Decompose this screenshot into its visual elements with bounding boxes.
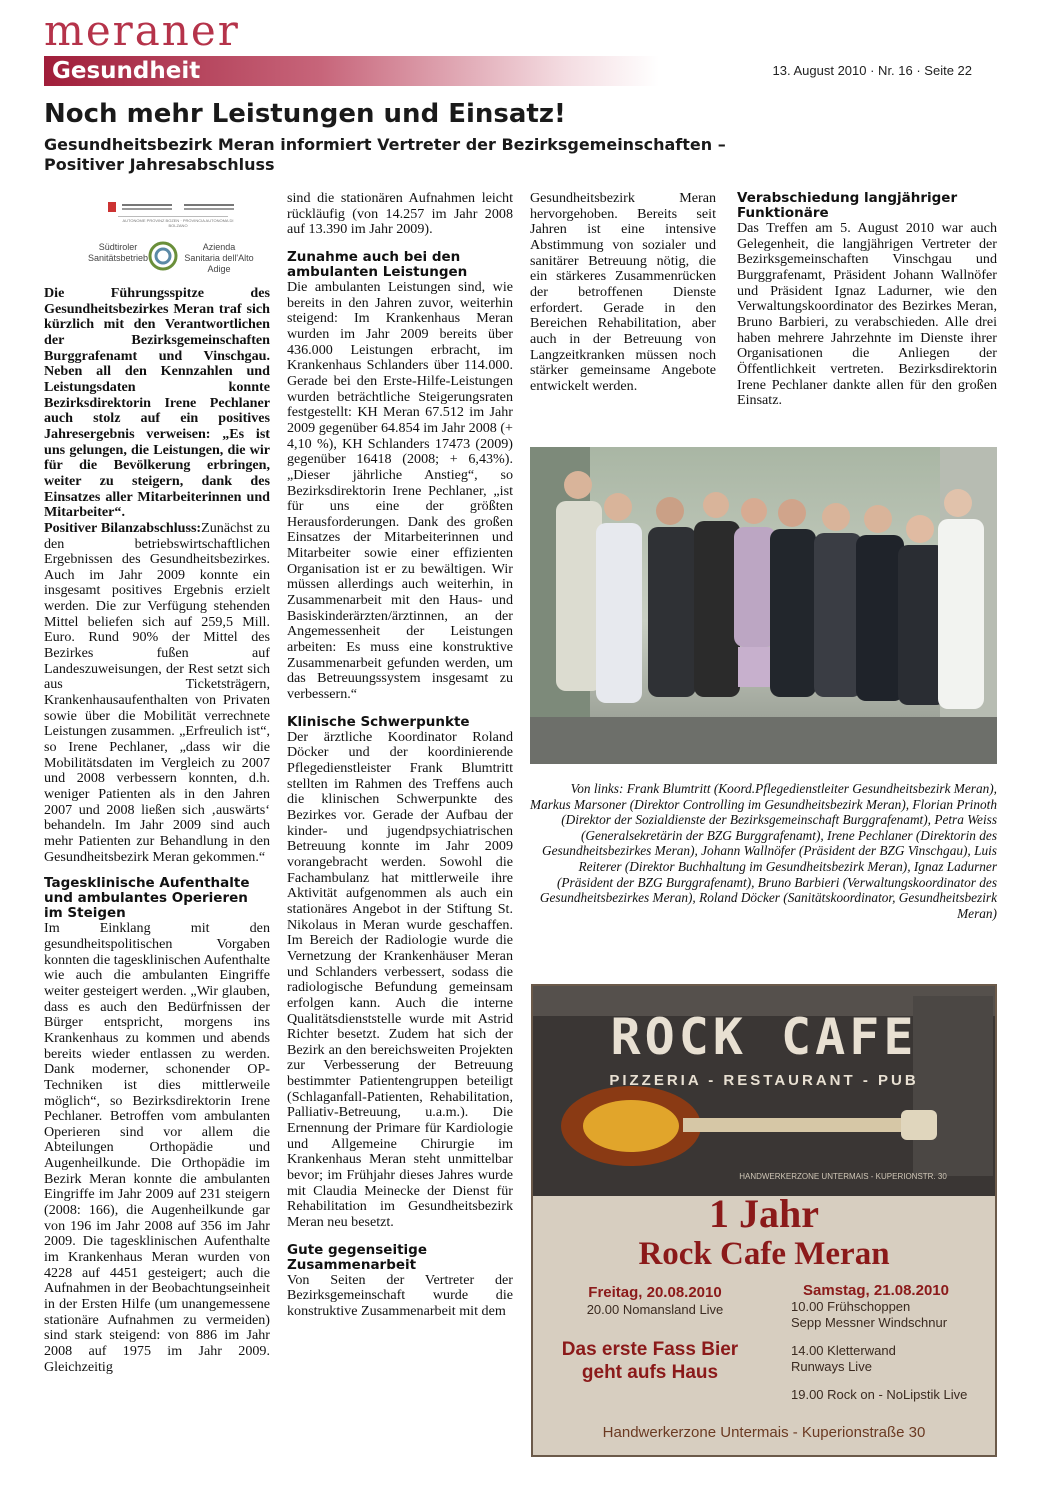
health-agency-logo [88,196,268,280]
logo-line: AUTONOME PROVINZ BOZEN · PROVINCIA AUTONOMA DI BOLZANO [122,218,234,228]
ad-headline-2: Rock Cafe Meran [638,1236,890,1272]
logo-left-text: Südtiroler Sanitätsbetrieb [88,242,149,263]
logo-right-text: Azienda Sanitaria dell'Alto Adige [184,242,254,274]
paragraph: sind die stationären Aufnahmen leicht rückläufig (von 14.257 im Jahr 2008 auf 13.390 im Jahr 2009). [287,190,513,238]
paragraph: Gesundheitsbezirk Meran hervorgehoben. Bereits seit Jahren ist eine intensive Abstimmung von sozialer und sanitärer Betreuung nötig, die ein stärkeres Zusammenrücken der betroffenen Dienste erfordert. Gerade in den Bereichen Rehabilitation, aber auch in der Betreuung von Langzeitkranken müssen noch stärker gemeinsame Angebote entwickelt werden. [530,190,716,394]
paragraph: Von Seiten der Vertreter der Bezirksgemeinschaft wurde die konstruktive Zusammenarbeit mit dem [287,1271,513,1319]
ad-footer-address: Handwerkerzone Untermais - Kuperionstraße 30 [602,1424,926,1441]
ad-small-address: HANDWERKERZONE UNTERMAIS - KUPERIONSTR. 30 [739,1172,947,1181]
article-subheadline: Gesundheitsbezirk Meran informiert Vertreter der Bezirksgemeinschaften – Positiver Jahresabschluss [44,135,726,174]
ad-promo [535,1338,765,1384]
paragraph: Zunächst zu den betriebswirtschaftlichen Ergebnissen des Gesundheitsbezirkes. Auch im Jahr 2009 konnte ein insgesamt positives Ergebnis erzielt werden. Die zur Verfügung stehenden Mittel beliefen sich auf 259,5 Mill. Euro. Rund 90% der Mittel des Bezirkes fußen auf Landeszuweisungen, der Rest setzt sich aus Ticketsträgern, Krankenhausaufenthalten von Privaten sowie über die Mobilität verrechnete Leistungen zusammen. „Erfreulich ist“, so Irene Pechlaner, „dass wir die Mobilitätsdaten im Vergleich zu 2007 und 2008 verbessern konnten, d.h. weniger Patienten als in den Jahren 2007 und 2008 ließen sich ‚auswärts‘ behandeln. Im Jahr 2009 sind auch mehr Patienten zur Behandlung in den Gesundheitsbezirk Meran gekommen.“ [44,519,270,865]
ad-event: 14.00 Kletterwand [791,1343,896,1358]
agency-emblem-icon [150,243,176,269]
article-column-2 [287,191,513,1320]
rock-cafe-ad[interactable] [531,984,997,1457]
section-heading: Gute gegenseitige Zusammenarbeit [287,1241,427,1273]
article-headline: Noch mehr Leistungen und Einsatz! [44,99,566,129]
crest-icon [108,202,116,212]
ad-event: Sepp Messner Windschnur [791,1315,948,1330]
section-heading: Verabschiedung langjähriger Funktionäre [737,190,958,221]
section-label: Gesundheit [52,58,201,84]
ad-right-day: Samstag, 21.08.2010 [803,1282,949,1299]
ad-brand: ROCK CAFE [610,1008,918,1066]
article-lead: Die Führungsspitze des Gesundheitsbezirkes Meran traf sich kürzlich mit den Verantwortlichen der Bezirksgemeinschaften Burggrafenamt und Vinschgau. Neben all den Kennzahlen und Leistungsdaten konnte Bezirksdirektorin Irene Pechlaner auch stolz auf ein positives Jahresergebnis verweisen: „Es ist uns gelungen, die Leistungen, die wir für die Bevölkerung erbringen, weiter zu steigern, dank des Einsatzes aller Mitarbeiterinnen und Mitarbeiter“. [44,285,270,521]
issue-info: 13. August 2010 · Nr. 16 · Seite 22 [772,63,972,78]
paragraph: Im Einklang mit den gesundheitspolitischen Vorgaben konnten die tagesklinischen Aufenthalte wie auch die ambulanten Eingriffe weiter gesteigert werden. „Wir glauben, dass es auch den Bedürfnissen der Bürger entspricht, morgens ins Krankenhaus zu kommen und abends bereits wieder entlassen zu werden. Dank moderner, schonender OP-Techniken ist dies mittlerweile möglich“, so Bezirksdirektorin Irene Pechlaner. Betroffen vom ambulanten Operieren sind vor allem die Abteilungen Orthopädie und Augenheilkunde. Die Orthopädie im Bezirk Meran konnte die ambulanten Eingriffe im Jahr 2009 auf 231 steigern (2008: 166), die Augenheilkunde gar von 196 im Jahr 2008 auf 356 im Jahr 2009. Die tagesklinischen Aufenthalte im Krankenhaus Meran wurden von 4228 auf 4451 gesteigert; auch die Aufnahmen in der Beobachtungseinheit in der Ersten Hilfe (um unangemessene stationäre Aufnahmen zu vermeiden) sind stark steigend: von 886 im Jahr 2008 auf 1975 im Jahr 2009. Gleichzeitig [44,920,270,1375]
ad-promo-line-2: geht aufs Haus [581,1362,719,1383]
ad-tagline: PIZZERIA - RESTAURANT - PUB [609,1072,919,1089]
article-column-3 [530,191,716,395]
paragraph: Der ärztliche Koordinator Roland Döcker und der koordinierende Pflegedienstleister Frank Blumtritt stellten im Rahmen des Treffens auch die klinischen Schwerpunkte des Bezirkes vor. Gerade der Aufbau der kinder- und jugendpsychiatrischen Betreuung konnte im Jahr 2009 vorangebracht werden. Sowohl die Fachambulanz hat mittlerweile ihre Aktivität aufgenommen als auch ein stationäres Angebot in der Stiftung St. Nikolaus in Meran wurde geschaffen. Im Bereich der Radiologie wurde die Vernetzung der Krankenhäuser Meran und Schlanders verbessert, sodass die radiologische Befundung gemeinsam erfolgen kann. Auch die interne Qualitätsdienststelle wurde mit Astrid Richter besetzt. Zudem hat sich der Bezirk an den bereichsweiten Projekten zur Verbesserung der Betreuung bestimmter Patientengruppen beteiligt (Schlaganfall-Patienten, Rehabilitation, Palliativ-Betreuung, u.a.m.). Die Ernennung der Primare für Kardiologie und Allgemeine Chirurgie im Krankenhaus Meran steht unmittelbar bevor; im Frühjahr dieses Jahres wurde mit Claudia Meinecke der Dienst für Rehabilitation im Gesundheitsbezirk Meran neu besetzt. [287,728,513,1231]
masthead: meraner [44,6,240,55]
person-4 [694,492,740,697]
ad-event: 19.00 Rock on - NoLipstik Live [791,1387,968,1402]
person-1 [556,471,602,691]
paragraph: Das Treffen am 5. August 2010 war auch Gelegenheit, die langjährigen Vertreter der Bezirksgemeinschaften Vinschgau und Burggrafenamt, Präsident Johann Wallnöfer und Präsident Ignaz Ladurner, wie den Verwaltungskoordinator des Bezirkes Meran, Bruno Barbieri, zu verabschieden. Alle drei haben mehrere Jahrzehnte im Dienste ihrer Organisationen die Anliegen der Öffentlichkeit vertreten. Bezirksdirektorin Irene Pechlaner dankte allen für den großen Einsatz. [737,220,997,409]
ad-event: Runways Live [791,1359,872,1374]
paragraph: Die ambulanten Leistungen sind, wie bereits in den Jahren zuvor, weiterhin steigend: Im Krankenhaus Meran wurden im Jahr 2009 bereits über 436.000 Leistungen erbracht, im Krankenhaus Schlanders über 114.000. Gerade bei den Erste-Hilfe-Leistungen wurden beträchtliche Steigerungsraten festgestellt: KH Meran 67.512 im Jahr 2009 gegenüber 64.854 im Jahr 2008 (+ 4,10 %), KH Schlanders 17473 (2009) gegenüber 16418 (2008; + 6,43%). „Dieser jährliche Anstieg“, so Bezirksdirektorin Irene Pechlaner, „ist für uns eine der größten Herausforderungen. Dank des großen Einsatzes der Mitarbeiterinnen und Mitarbeiter sowie einer effizienten Organisation ist er zu bewältigen. Wir müssen allerdings auch weiterhin, in Zusammenarbeit mit den Haus- und Basiskinderärzten/ärztinnen, an der Angemessenheit der Leistungen arbeiten: Es muss eine konstruktive Zusammenarbeit gefunden werden, um das Betreuungssystem insgesamt zu verbessern.“ [287,278,513,703]
ad-right-events [791,1299,991,1403]
article-column-4 [737,191,997,409]
person-10 [938,489,984,709]
ad-promo-line-1: Das erste Fass Bier [561,1339,739,1360]
ad-headline-1: 1 Jahr [709,1191,819,1236]
photo-caption: Von links: Frank Blumtritt (Koord.Pflegedienstleiter Gesundheitsbezirk Meran), Markus Marsoner (Direktor Controlling im Gesundheitsbezirk Meran), Florian Prinoth (Direktor der Sozialdienste der Bezirksgemeinschaft Burggrafenamt), Petra Weiss (Generalsekretärin der BZG Burggrafenamt), Irene Pechlaner (Direktorin des Gesundheitsbezirkes Meran), Johann Wallnöfer (Präsident der BZG Vinschgau), Luis Reiterer (Direktor Buchhaltung im Gesundheitsbezirk Meran), Ignaz Ladurner (Präsident der BZG Burggrafenamt), Bruno Barbieri (Verwaltungskoordinator des Gesundheitsbezirkes Meran), Roland Döcker (Sanitätskoordinator, Gesundheitsbezirk Meran) [530,781,997,921]
group-photo [530,447,997,764]
article-column-1 [44,286,270,1375]
section-heading: Klinische Schwerpunkte [287,713,470,730]
person-2 [596,493,642,703]
ad-event: 10.00 Frühschoppen [791,1299,911,1314]
ad-left-day: Freitag, 20.08.2010 [588,1284,722,1301]
section-label-bilanz: Positiver Bilanzabschluss: [44,519,202,536]
ad-left-event: 20.00 Nomansland Live [586,1302,724,1317]
section-heading: Zunahme auch bei den ambulanten Leistungen [287,248,468,280]
section-heading: Tagesklinische Aufenthalte und ambulantes Operieren im Steigen [44,875,250,922]
